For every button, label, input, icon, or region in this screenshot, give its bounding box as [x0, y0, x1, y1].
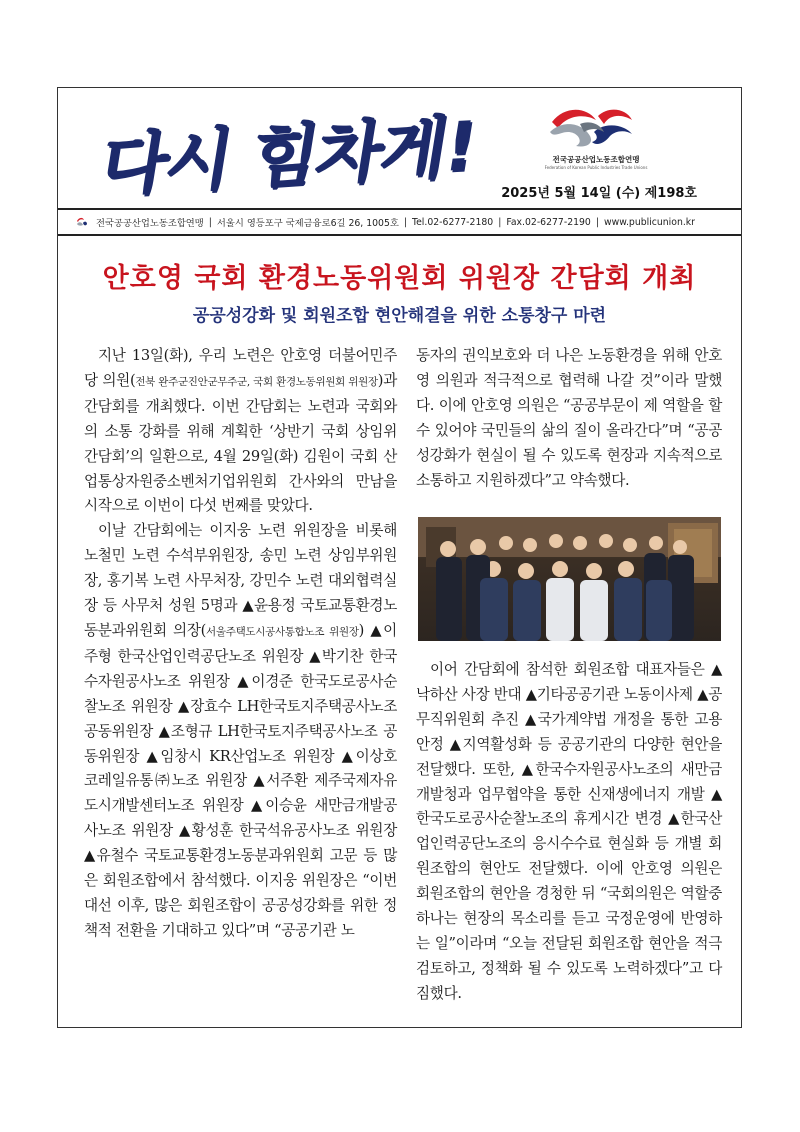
- logo-org-name-en: Federation of Korean Public Industries Trade Unions: [544, 165, 648, 170]
- article-paragraph: 이어 간담회에 참석한 회원조합 대표자들은 ▲낙하산 사장 반대 ▲기타공공기관 노동이사제 ▲공무직위원회 추진 ▲국가계약법 개정을 통한 고용안정 ▲지역활성화 등 공공기관의 다양한 현안을 전달했다. 또한, ▲한국수자원공사노조의 새만금개발청과 업무협약을 통한 신재생에너지 개발 ▲한국도로공사순찰노조의 휴게시간 변경 ▲한국산업인력공단노조의 응시수수료 현실화 등 개별 회원조합의 현안도 전달했다. 이에 안호영 의원은 회원조합의 현안을 경청한 뒤 “국회의원은 역할중 하나는 현장의 목소리를 듣고 국정운영에 반영하는 일”이라며 “오늘 전달된 회원조합 현안을 적극 검토하고, 정책화 될 수 있도록 노력하겠다”고 다짐했다.: [416, 661, 722, 1002]
- paragraph-note: 서울주택도시공사통합노조 위원장: [206, 625, 359, 638]
- contact-web[interactable]: www.publicunion.kr: [604, 216, 695, 228]
- contact-tel: Tel.02-6277-2180: [411, 216, 494, 228]
- masthead-title: 다시 힘차게!: [94, 107, 481, 206]
- separator: |: [498, 216, 502, 228]
- article-paragraph: 지난 13일(화), 우리 노련은 안호영 더불어민주당 의원(전북 완주군진안군무주군, 국회 환경노동위원회 위원장)과 간담회를 개최했다. 이번 간담회는 노련과 국회와의 소통 강화를 위해 계획한 ‘상반기 국회 상임위 간담회’의 일환으로, 4월 29일(화) 김원이 국회 산업통상자원중소벤처기업위원회 간사와의 만남을 시작으로 이번이 다섯 번째를 맞았다.: [84, 347, 397, 515]
- separator: |: [208, 216, 212, 228]
- article-column-right-bottom: [416, 658, 722, 1007]
- union-logo-icon: [546, 102, 636, 150]
- article-paragraph: 동자의 권익보호와 더 나은 노동환경을 위해 안호영 의원과 적극적으로 협력해 나갈 것”이라 말했다. 이에 안호영 의원은 “공공부문이 제 역할을 할 수 있어야 국민들의 삶의 질이 올라간다”며 “공공성강화가 현실이 될 수 있도록 현장과 지속적으로 소통하고 지원하겠다”고 약속했다.: [416, 347, 722, 489]
- article-headline: 안호영 국회 환경노동위원회 위원장 간담회 개최: [102, 263, 697, 294]
- article-column-right-top: [416, 344, 722, 493]
- separator: |: [403, 216, 407, 228]
- contact-fax: Fax.02-6277-2190: [506, 216, 591, 228]
- article-subhead: 공공성강화 및 회원조합 현안해결을 위한 소통창구 마련: [192, 306, 607, 326]
- article-column-left: [84, 344, 397, 944]
- separator: |: [595, 216, 599, 228]
- article-paragraph: 이날 간담회에는 이지웅 노련 위원장을 비롯해 노철민 노련 수석부위원장, 송민 노련 상임부위원장, 홍기복 노련 사무처장, 강민수 노련 대외협력실장 등 사무처 성원 5명과 ▲윤용정 국토교통환경노동분과위원회 의장(서울주택도시공사통합노조 위원장) ▲이주형 한국산업인력공단노조 위원장 ▲박기찬 한국수자원공사노조 위원장 ▲이경준 한국도로공사순찰노조 위원장 ▲장효수 LH한국토지주택공사노조 공동위원장 ▲조형규 LH한국토지주택공사노조 공동위원장 ▲임창시 KR산업노조 위원장 ▲이상호 코레일유통㈜노조 위원장 ▲서주환 제주국제자유도시개발센터노조 위원장 ▲이승윤 새만금개발공사노조 위원장 ▲황성훈 한국석유공사노조 위원장 ▲유철수 국토교통환경노동분과위원회 고문 등 많은 회원조합에서 참석했다. 이지웅 위원장은 “이번 대선 이후, 많은 회원조합이 공공성강화를 위한 정책적 전환을 기대하고 있다”며 “공공기관 노: [84, 522, 397, 939]
- newsletter-page: [57, 87, 742, 1028]
- contact-org: 전국공공산업노동조합연맹: [96, 218, 204, 229]
- issue-date-number: 2025년 5월 14일 (수) 제198호: [501, 186, 697, 201]
- paragraph-note: 전북 완주군진안군무주군, 국회 환경노동위원회 위원장: [135, 375, 378, 388]
- group-photo: [418, 517, 721, 641]
- group-photo-illustration: [418, 517, 721, 641]
- logo-org-name: 전국공공산업노동조합연맹: [552, 155, 640, 164]
- union-small-logo-icon: [76, 217, 88, 227]
- masthead: [58, 88, 741, 208]
- contact-bar: [58, 208, 741, 236]
- contact-address: 서울시 영등포구 국제금융로6길 26, 1005호: [216, 218, 399, 229]
